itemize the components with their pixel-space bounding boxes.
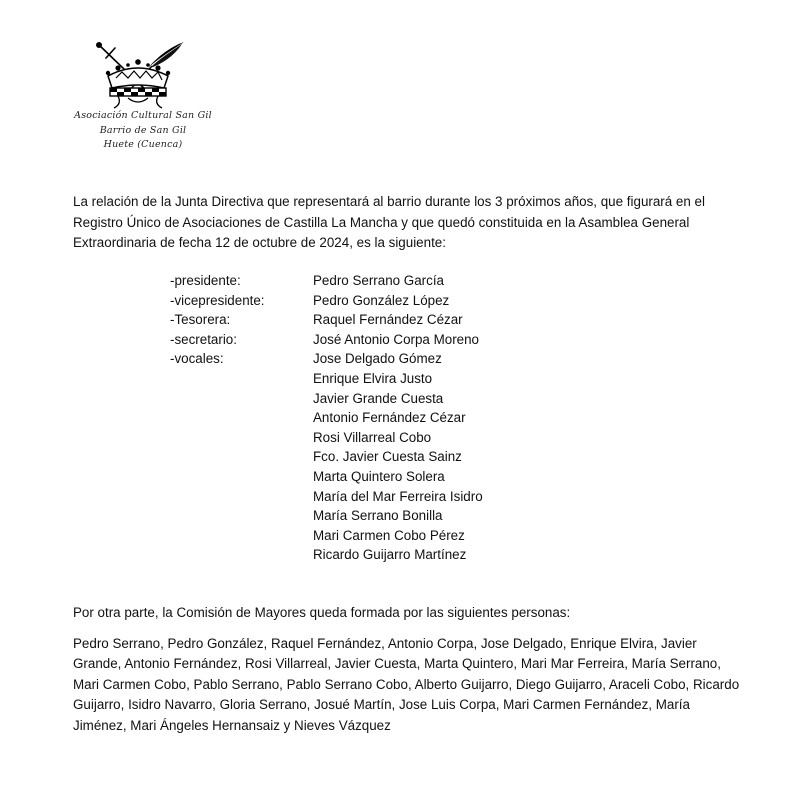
board-row — [170, 526, 483, 546]
board-role — [170, 487, 313, 507]
board-row — [170, 291, 483, 311]
board-member-name: María Serrano Bonilla — [313, 508, 443, 524]
board-role — [170, 447, 313, 467]
board-member-name: Marta Quintero Solera — [313, 468, 445, 484]
board-role: -presidente: — [170, 273, 241, 288]
commission-intro: Por otra parte, la Comisión de Mayores queda formada por las siguientes personas: — [73, 605, 571, 620]
org-location-line: Huete (Cuenca) — [103, 139, 183, 150]
org-district-line: Barrio de San Gil — [99, 124, 187, 136]
board-role — [170, 506, 313, 526]
board-role — [170, 389, 313, 409]
board-member-name: José Antonio Corpa Moreno — [313, 331, 479, 347]
board-role: -vocales: — [170, 351, 224, 367]
crown-sword-quill-icon — [88, 38, 188, 110]
board-row — [170, 447, 483, 467]
board-member-name: Jose Delgado Gómez — [313, 351, 442, 367]
board-row — [170, 389, 483, 409]
board-role — [170, 428, 313, 448]
organization-name — [58, 109, 228, 153]
org-name-line: Asociación Cultural San Gil — [74, 110, 212, 121]
board-member-name: Ricardo Guijarro Martínez — [313, 547, 467, 563]
board-row — [170, 428, 483, 448]
board-row — [170, 487, 483, 507]
board-member-name: Mari Carmen Cobo Pérez — [313, 527, 465, 543]
board-member-name: Raquel Fernández Cézar — [313, 312, 463, 328]
board-member-name: Javier Grande Cuesta — [313, 390, 444, 406]
board-member-name: Enrique Elvira Justo — [313, 370, 433, 386]
board-role: -secretario: — [170, 331, 237, 347]
board-role — [170, 467, 313, 487]
board-row — [170, 271, 483, 291]
board-row — [170, 506, 483, 526]
board-row — [170, 369, 483, 389]
board-list — [170, 271, 483, 565]
board-row — [170, 545, 483, 565]
board-member-name: Fco. Javier Cuesta Sainz — [313, 449, 462, 465]
board-member-name: Pedro Serrano García — [313, 273, 444, 288]
board-role — [170, 526, 313, 546]
board-role — [170, 545, 313, 565]
board-member-name: Antonio Fernández Cézar — [313, 410, 466, 426]
board-role: -vicepresidente: — [170, 292, 265, 308]
board-row — [170, 408, 483, 428]
board-member-name: María del Mar Ferreira Isidro — [313, 488, 483, 504]
board-role — [170, 408, 313, 428]
board-row — [170, 467, 483, 487]
crest-logo — [88, 38, 188, 110]
board-role: -Tesorera: — [170, 312, 231, 328]
board-member-name: Pedro González López — [313, 292, 450, 308]
commission-members: Pedro Serrano, Pedro González, Raquel Fernández, Antonio Corpa, Jose Delgado, Enrique Elvira, Javier Grande, Antonio Fernández, Rosi Villarreal, Javier Cuesta, Marta Quintero, Mari Mar Ferreira, María Serrano, Mari Carmen Cobo, Pablo Serrano, Pablo Serrano Cobo, Alberto Guijarro, Diego Guijarro, Araceli Cobo, Ricardo Guijarro, Isidro Navarro, Gloria Serrano, Josué Martín, Jose Luis Corpa, Mari Carmen Fernández, María Jiménez, Mari Ángeles Hernansaiz y Nieves Vázquez — [73, 636, 740, 733]
intro-paragraph: La relación de la Junta Directiva que representará al barrio durante los 3 próximos años, que figurará en el Registro Único de Asociaciones de Castilla La Mancha y que quedó constituida en la Asamblea General Extraordinaria de fecha 12 de octubre de 2024, es la siguiente: — [73, 194, 705, 250]
board-row — [170, 349, 483, 369]
board-role — [170, 369, 313, 389]
board-row — [170, 310, 483, 330]
board-member-name: Rosi Villarreal Cobo — [313, 429, 432, 445]
board-row — [170, 330, 483, 350]
